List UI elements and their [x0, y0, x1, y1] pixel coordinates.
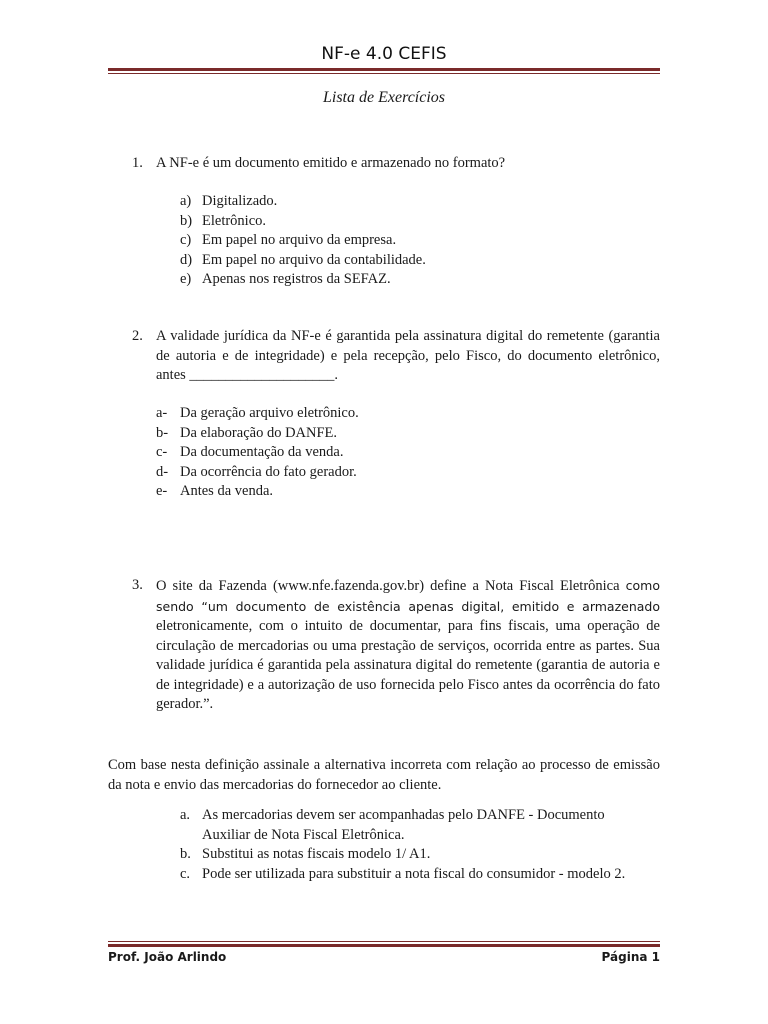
question-text: A NF-e é um documento emitido e armazenado no formato? — [156, 155, 506, 171]
option-text: Em papel no arquivo da contabilidade. — [202, 251, 426, 268]
option-text: Da ocorrência do fato gerador. — [180, 463, 357, 480]
page-header-title: NF-e 4.0 CEFIS — [321, 44, 447, 64]
option-text: Eletrônico. — [202, 212, 267, 229]
option-label: b- — [156, 424, 169, 441]
option-label: a- — [156, 405, 168, 421]
question-number: 3. — [132, 577, 143, 593]
question-text — [156, 576, 660, 715]
option-text: Apenas nos registros da SEFAZ. — [202, 271, 391, 287]
option-label: d- — [156, 463, 169, 480]
option-text: Da elaboração do DANFE. — [180, 424, 338, 441]
option-text-continued: Auxiliar de Nota Fiscal Eletrônica. — [202, 826, 405, 843]
option-text: Da documentação da venda. — [180, 444, 344, 460]
question-number: 1. — [132, 155, 143, 171]
question-1 — [108, 154, 660, 174]
question-text: A validade jurídica da NF-e é garantida pela assinatura digital do remetente (garantia de autoria e de integridade) e pela recepção, pelo Fisco, do documento eletrônico, antes ____________________. — [156, 328, 660, 383]
option-label: d) — [180, 251, 193, 268]
instruction-paragraph: Com base nesta definição assinale a alternativa incorreta com relação ao processo de emissão da nota e envio das mercadorias do fornecedor ao cliente. — [108, 757, 660, 793]
option-text: Antes da venda. — [180, 483, 274, 499]
option-text: As mercadorias devem ser acompanhadas pelo DANFE - Documento — [202, 807, 605, 823]
footer-author: Prof. João Arlindo — [108, 950, 227, 964]
option-label: e- — [156, 483, 168, 499]
question-3 — [108, 576, 660, 716]
footer-divider — [108, 941, 660, 947]
question-text-part: como sendo “um documento de existência apenas digital, emitido e armazenado — [156, 578, 660, 614]
option-text: Digitalizado. — [202, 193, 278, 209]
option-text: Da geração arquivo eletrônico. — [180, 405, 359, 421]
option-label: c. — [180, 865, 191, 882]
option-text: Pode ser utilizada para substituir a nota fiscal do consumidor - modelo 2. — [202, 865, 626, 882]
question-text-part: eletronicamente, com o intuito de documentar, para fins fiscais, uma operação de circulação de mercadorias ou uma prestação de serviços, ocorrida entre as partes. Sua validade jurídica é garantida pela assinatura digital do remetente (garantia de autoria e de integridade) e a autorização de uso fornecida pelo Fisco antes da ocorrência do fato gerador.”. — [156, 618, 660, 712]
header-divider — [108, 68, 660, 74]
question-number: 2. — [132, 328, 143, 344]
option-label: c- — [156, 444, 168, 460]
page-subtitle: Lista de Exercícios — [322, 89, 446, 106]
option-label: a) — [180, 193, 192, 209]
option-label: e) — [180, 271, 192, 287]
option-label: a. — [180, 807, 191, 823]
option-label: c) — [180, 232, 192, 248]
question-text-part: O site da Fazenda (www.nfe.fazenda.gov.br) define a Nota Fiscal Eletrônica — [156, 578, 626, 594]
option-label: b. — [180, 846, 191, 862]
footer-page-number: Página 1 — [601, 950, 660, 964]
option-text: Em papel no arquivo da empresa. — [202, 232, 397, 248]
option-label: b) — [180, 212, 193, 229]
question-2 — [108, 327, 660, 387]
option-text: Substitui as notas fiscais modelo 1/ A1. — [202, 846, 431, 862]
